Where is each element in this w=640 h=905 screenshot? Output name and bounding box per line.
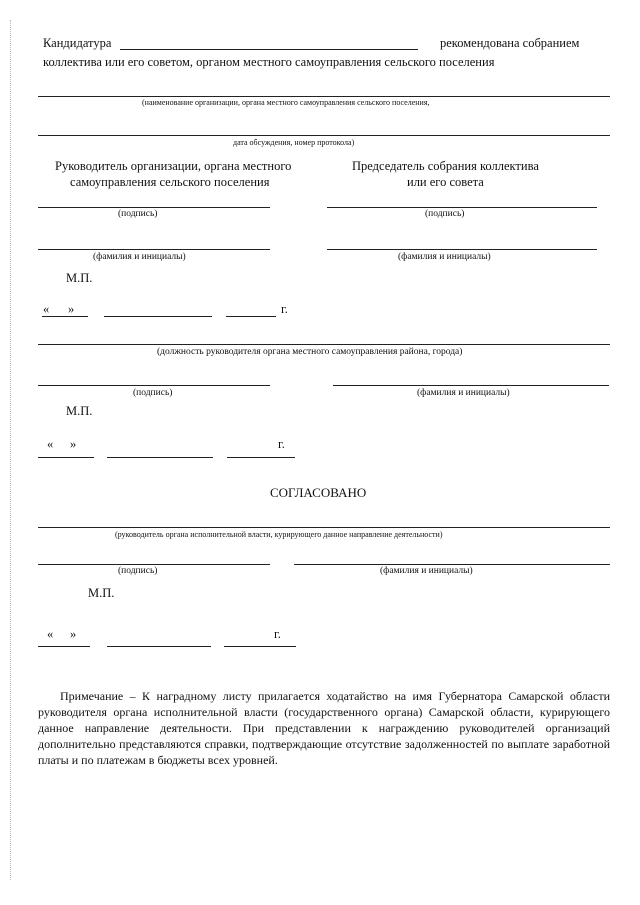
right-name-caption: (фамилия и инициалы) <box>398 252 491 262</box>
date1-quote-close: » <box>68 302 75 316</box>
left-signature-line[interactable] <box>38 207 270 208</box>
date3-year-line[interactable] <box>224 646 296 647</box>
agreed-name-line[interactable] <box>294 564 610 565</box>
recommended-label: рекомендована собранием <box>440 36 580 50</box>
agreed-signature-caption: (подпись) <box>118 566 158 576</box>
date2-quote-open: « <box>47 437 54 451</box>
agreed-name-caption: (фамилия и инициалы) <box>380 566 473 576</box>
left-signature-caption: (подпись) <box>118 209 158 219</box>
header-line2: коллектива или его советом, органом местного самоуправления сельского поселения <box>43 55 495 69</box>
stamp-2: М.П. <box>66 404 93 418</box>
org-line[interactable] <box>38 96 610 97</box>
agreed-title: СОГЛАСОВАНО <box>270 485 367 500</box>
date3-day-line[interactable] <box>38 646 90 647</box>
right-signature-line[interactable] <box>327 207 597 208</box>
date-line[interactable] <box>38 135 610 136</box>
agreed-signature-line[interactable] <box>38 564 270 565</box>
district-signature-line[interactable] <box>38 385 270 386</box>
date1-year-suffix: г. <box>281 302 288 316</box>
date3-quote-close: » <box>70 627 77 641</box>
right-title-line2: или его совета <box>407 175 484 189</box>
date3-month-line[interactable] <box>107 646 211 647</box>
candidacy-label: Кандидатура <box>43 36 112 50</box>
date2-quote-close: » <box>70 437 77 451</box>
district-signature-caption: (подпись) <box>133 388 173 398</box>
date2-year-line[interactable] <box>227 457 295 458</box>
left-name-line[interactable] <box>38 249 270 250</box>
left-title-line1: Руководитель организации, органа местного <box>55 159 292 173</box>
date1-quote-open: « <box>43 302 50 316</box>
left-name-caption: (фамилия и инициалы) <box>93 252 186 262</box>
agreed-head-caption: (руководитель органа исполнительной власти, курирующего данное направление деятельности) <box>115 530 443 539</box>
note-paragraph: Примечание – К наградному листу прилагается ходатайство на имя Губернатора Самарской области руководителя органа исполнительной власти (государственного органа) Самарской области, курирующего данное направление деятельности. При представлении к награждению руководителей организаций дополнительно представляются справки, подтверждающие отсутствие задолженностей по выплате заработной платы и по платежам в бюджеты всех уровней. <box>38 689 610 767</box>
district-position-caption: (должность руководителя органа местного самоуправления района, города) <box>157 347 463 357</box>
district-name-caption: (фамилия и инициалы) <box>417 388 510 398</box>
district-position-line[interactable] <box>38 344 610 345</box>
date2-year-suffix: г. <box>278 437 285 451</box>
stamp-3: М.П. <box>88 586 115 600</box>
right-name-line[interactable] <box>327 249 597 250</box>
district-name-line[interactable] <box>333 385 609 386</box>
date1-day-line[interactable] <box>42 316 88 317</box>
date2-month-line[interactable] <box>107 457 213 458</box>
date3-quote-open: « <box>47 627 54 641</box>
left-title-line2: самоуправления сельского поселения <box>70 175 270 189</box>
stamp-1: М.П. <box>66 271 93 285</box>
candidacy-line[interactable] <box>120 49 418 50</box>
date1-month-line[interactable] <box>104 316 212 317</box>
right-title-line1: Председатель собрания коллектива <box>352 159 539 173</box>
right-signature-caption: (подпись) <box>425 209 465 219</box>
date1-year-line[interactable] <box>226 316 276 317</box>
page-gutter <box>10 20 11 880</box>
date3-year-suffix: г. <box>274 627 281 641</box>
date-caption: дата обсуждения, номер протокола) <box>233 138 355 147</box>
agreed-head-line[interactable] <box>38 527 610 528</box>
org-caption: (наименование организации, органа местного самоуправления сельского поселения, <box>142 98 430 107</box>
date2-day-line[interactable] <box>38 457 94 458</box>
